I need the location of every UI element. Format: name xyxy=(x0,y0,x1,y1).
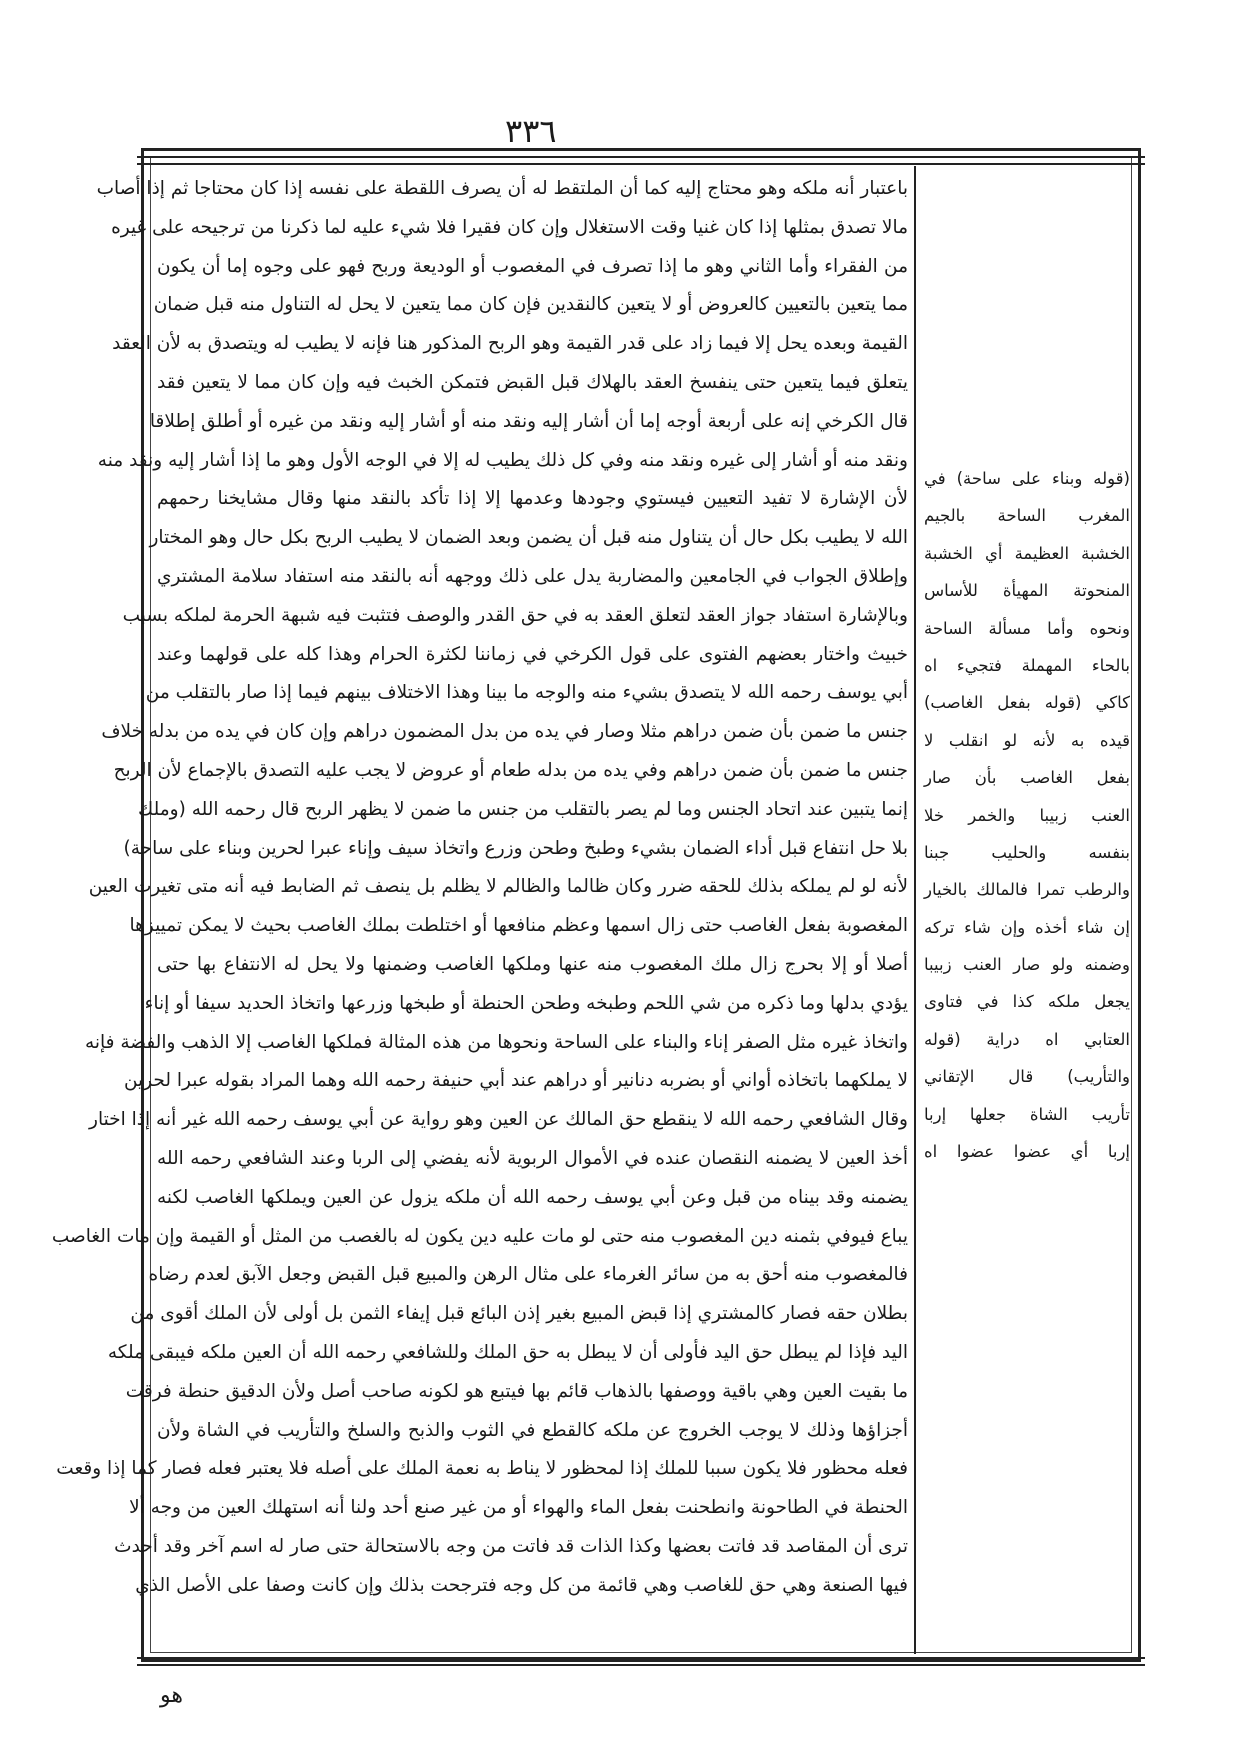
main-text-line: وإطلاق الجواب في الجامعين والمضاربة يدل على ذلك ووجهه أنه بالنقد منه استفاد سلامة المشتري xyxy=(157,565,908,587)
margin-note-line: العتابي اه دراية (قوله xyxy=(924,1029,1130,1049)
margin-note-line: بالحاء المهملة فتجيء اه xyxy=(924,655,1130,675)
margin-note-line: والرطب تمرا فالمالك بالخيار xyxy=(924,880,1130,900)
margin-note-line: إن شاء أخذه وإن شاء تركه xyxy=(924,917,1130,937)
main-text-line: وقال الشافعي رحمه الله لا ينقطع حق المالك عن العين وهو رواية عن أبي يوسف رحمه الله غير أنه إذا اختار xyxy=(89,1109,908,1131)
main-text-line: يتعلق فيما يتعين حتى ينفسخ العقد بالهلاك قبل القبض فتمكن الخبث فيه وإن كان مما لا يتعين فقد xyxy=(157,371,908,393)
top-double-rule xyxy=(137,156,1145,165)
main-text-line: واتخاذ غيره مثل الصفر إناء والبناء على الساحة ونحوها من هذه المثالة فملكها الغاصب إلا الذهب والفضة فإنه xyxy=(84,1031,908,1053)
main-text-line: فعله محظور فلا يكون سببا للملك إذا لمحظور لا يناط به نعمة الملك على أصله فلا يعتبر فعله فصار كما إذا وقعت xyxy=(56,1458,908,1480)
bottom-double-rule xyxy=(137,1657,1145,1666)
main-text-line: فيها الصنعة وهي حق للغاصب وهي قائمة من كل وجه فترجحت بذلك وإن كانت وصفا على الأصل الذي xyxy=(135,1574,908,1596)
main-text-line: ترى أن المقاصد قد فاتت بعضها وكذا الذات قد فاتت من وجه بالاستحالة حتى صار له اسم آخر وقد أحدث xyxy=(114,1535,908,1557)
margin-note-line: بفعل الغاصب بأن صار xyxy=(924,768,1130,788)
main-text-line: يباع فيوفي بثمنه دين المغصوب منه حتى لو مات عليه دين يكون له بالغصب من المثل أو القيمة وإن مات الغاصب xyxy=(51,1225,908,1247)
margin-note-line: العنب زبيبا والخمر خلا xyxy=(924,805,1130,825)
main-text-line: باعتبار أنه ملكه وهو محتاج إليه كما أن الملتقط له أن يصرف اللقطة على نفسه إذا كان محتاجا ثم إذا أصاب xyxy=(96,178,908,199)
catchword: هو xyxy=(160,1683,183,1708)
main-text-line: أخذ العين لا يضمنه النقصان عنده في الأموال الربوية لأنه يفضي إلى الربا وعند الشافعي رحمه الله xyxy=(157,1147,908,1169)
main-text-line: لا يملكهما باتخاذه أواني أو بضربه دنانير أو دراهم عند أبي حنيفة رحمه الله وهما المراد بقوله عبرا لحرين xyxy=(123,1070,908,1092)
margin-note-line: ونحوه وأما مسألة الساحة xyxy=(924,618,1130,638)
main-text-line: لأن الإشارة لا تفيد التعيين فيستوي وجودها وعدمها إلا إذا تأكد بالنقد منها وقال مشايخنا رحمهم xyxy=(157,488,908,510)
main-text-line: المغصوبة بفعل الغاصب حتى زال اسمها وعظم منافعها أو اختلطت بملك الغاصب بحيث لا يمكن تمييزها xyxy=(129,915,908,937)
main-text-line: يضمنه وقد بيناه من قبل وعن أبي يوسف رحمه الله أن ملكه يزول عن العين ويملكها الغاصب لكنه xyxy=(157,1186,908,1208)
main-text-line: من الفقراء وأما الثاني وهو ما إذا تصرف في المغصوب أو الوديعة وربح فهو على وجوه إما أن يكون xyxy=(157,255,908,277)
margin-note-line: وضمنه ولو صار العنب زبيبا xyxy=(924,955,1130,975)
main-text-line: ونقد منه أو أشار إلى غيره ونقد منه وفي كل ذلك يطيب له إلا في الوجه الأول وهو ما إذا أشار إليه ونقد منه xyxy=(97,449,908,471)
margin-note-line: تأريب الشاة جعلها إربا xyxy=(924,1104,1130,1124)
margin-note-line: يجعل ملكه كذا في فتاوى xyxy=(924,992,1130,1012)
page-number: ٣٣٦ xyxy=(505,112,557,150)
main-text-line: ما بقيت العين وهي باقية ووصفها بالذهاب قائم بها فيتبع هو لكونه صاحب أصل ولأن الدقيق حنطة فرقت xyxy=(125,1380,908,1402)
margin-note-line: إربا أي عضوا عضوا اه xyxy=(924,1142,1130,1162)
margin-note-line: (قوله وبناء على ساحة) في xyxy=(924,469,1130,488)
main-text-line: خبيث واختار بعضهم الفتوى على قول الكرخي في زماننا لكثرة الحرام وهذا كله على قولهما وعند xyxy=(157,643,908,665)
main-text-line: مالا تصدق بمثلها إذا كان غنيا وقت الاستغلال وإن كان فقيرا فلا شيء عليه لما ذكرنا من ترجيحه على غيره xyxy=(111,216,908,238)
main-text-line: لأنه لو لم يملكه بذلك للحقه ضرر وكان ظالما والظالم لا يظلم بل ينصف ثم الضابط فيه أنه متى تغيرت العين xyxy=(88,876,908,898)
main-text-line: جنس ما ضمن بأن ضمن دراهم وفي يده من بدله طعام أو عروض لا يجب عليه التصدق بالإجماع لأن الربح xyxy=(113,759,908,781)
main-text-line: وبالإشارة استفاد جواز العقد لتعلق العقد به في حق القدر والوصف فتثبت فيه شبهة الحرمة لملكه بسبب xyxy=(122,604,908,626)
margin-note-line: بنفسه والحليب جبنا xyxy=(924,842,1130,862)
margin-note-line: قيده به لأنه لو انقلب لا xyxy=(924,730,1130,750)
main-text-line: مما يتعين بالتعيين كالعروض أو لا يتعين كالنقدين فإن كان مما يتعين لا يحل له التناول منه قبل ضمان xyxy=(153,294,908,316)
main-text-line: إنما يتبين عند اتحاد الجنس وما لم يصر بالتقلب من جنس ما ضمن لا يظهر الربح قال رحمه الله (وملك xyxy=(138,798,908,820)
main-text-line: بلا حل انتفاع قبل أداء الضمان بشيء وطبخ وطحن وزرع واتخاذ سيف وإناء عبرا لحرين وبناء على ساحة) xyxy=(123,837,908,859)
main-text-line: الحنطة في الطاحونة وانطحنت بفعل الماء والهواء أو من غير صنع أحد ولنا أنه استهلك العين من وجه ألا xyxy=(129,1497,908,1519)
main-text-line: يؤدي بدلها وما ذكره من شي اللحم وطبخه وطحن الحنطة أو طبخها وزرعها واتخاذ الحديد سيفا أو إناء xyxy=(144,992,908,1014)
margin-gloss-column xyxy=(918,460,1136,1170)
main-text-line: بطلان حقه فصار كالمشتري إذا قبض المبيع بغير إذن البائع قبل إيفاء الثمن بل أولى لأن الملك أقوى من xyxy=(130,1303,908,1325)
main-text-line: اليد فإذا لم يبطل حق اليد فأولى أن لا يبطل به حق الملك وللشافعي رحمه الله أن العين ملكه فيبقى ملكه xyxy=(107,1341,908,1363)
margin-note-line: المغرب الساحة بالجيم xyxy=(924,506,1130,526)
main-text-line: أصلا أو إلا بحرج زال ملك المغصوب منه عنها وملكها الغاصب وضمنها ولا يحل له الانتفاع بها حتى xyxy=(157,953,908,975)
margin-note-line: المنحوتة المهيأة للأساس xyxy=(924,581,1130,601)
main-text-column xyxy=(51,166,916,1654)
margin-note-line: والتأريب) قال الإتقاني xyxy=(924,1067,1130,1087)
main-text-line: جنس ما ضمن بأن ضمن دراهم مثلا وصار في يده من بدل المضمون دراهم وإن كان في يده من بدله خلاف xyxy=(101,721,908,743)
main-text-line: أجزاؤها وذلك لا يوجب الخروج عن ملكه كالقطع في الثوب والذبح والسلخ والتأريب في الشاة ولأن xyxy=(157,1419,908,1441)
main-text-line: الله لا يطيب بكل حال أن يتناول منه قبل أن يضمن وبعد الضمان لا يطيب الربح بكل حال وهو المختار xyxy=(149,527,908,549)
margin-note-line: كاكي (قوله بفعل الغاصب) xyxy=(924,693,1130,713)
main-text-line: فالمغصوب منه أحق به من سائر الغرماء على مثال الرهن والمبيع قبل القبض وجعل الآبق لعدم رضاه xyxy=(148,1264,908,1286)
main-text-line: قال الكرخي إنه على أربعة أوجه إما أن أشار إليه ونقد منه أو أشار إليه ونقد من غيره أو أطلق إطلاقا xyxy=(149,410,908,432)
main-text-line: أبي يوسف رحمه الله لا يتصدق بشيء منه والوجه ما بينا وهذا الاختلاف بينهم فيما إذا صار بالتقلب من xyxy=(145,682,908,704)
main-text-line: القيمة وبعده يحل إلا فيما زاد على قدر القيمة وهو الربح المذكور هنا فإنه لا يطيب له ويتصدق به لأن العقد xyxy=(112,333,908,355)
margin-note-line: الخشبة العظيمة أي الخشبة xyxy=(924,543,1130,563)
